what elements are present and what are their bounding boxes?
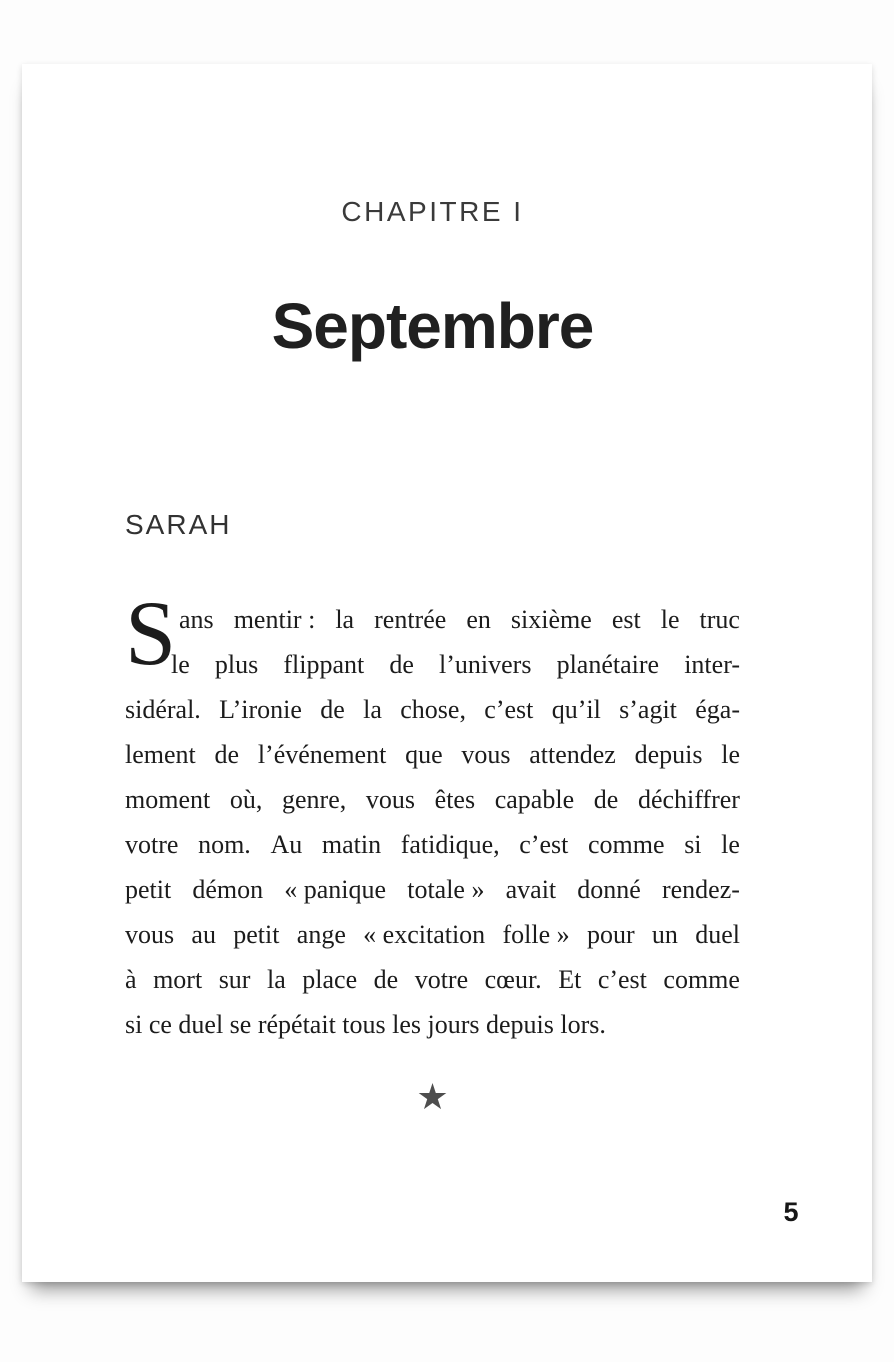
drop-cap: S xyxy=(125,582,177,684)
paragraph-line: vous au petit ange « excitation folle » pour un duel xyxy=(125,920,740,949)
paragraph-line: votre nom. Au matin fatidique, c’est comme si le xyxy=(125,830,740,859)
body-paragraph xyxy=(125,582,740,1047)
speaker-name: SARAH xyxy=(125,509,232,540)
paragraph-line: moment où, genre, vous êtes capable de déchiffrer xyxy=(125,785,740,814)
paragraph-line: sidéral. L’ironie de la chose, c’est qu’il s’agit éga- xyxy=(125,695,740,724)
page-number: 5 xyxy=(783,1197,799,1227)
paragraph-line: ans mentir : la rentrée en sixième est le truc xyxy=(179,605,740,634)
chapter-title: Septembre xyxy=(271,290,594,362)
book-page xyxy=(22,64,872,1282)
paragraph-line: petit démon « panique totale » avait donné rendez- xyxy=(125,875,740,904)
paragraph-line: à mort sur la place de votre cœur. Et c’est comme xyxy=(125,965,740,994)
star-divider-icon: ★ xyxy=(416,1076,449,1117)
paragraph-line: lement de l’événement que vous attendez depuis le xyxy=(125,740,740,769)
paragraph-line: le plus flippant de l’univers planétaire inter- xyxy=(171,650,740,679)
chapter-label: CHAPITRE I xyxy=(341,196,524,227)
paragraph-line: si ce duel se répétait tous les jours depuis lors. xyxy=(125,1010,606,1039)
